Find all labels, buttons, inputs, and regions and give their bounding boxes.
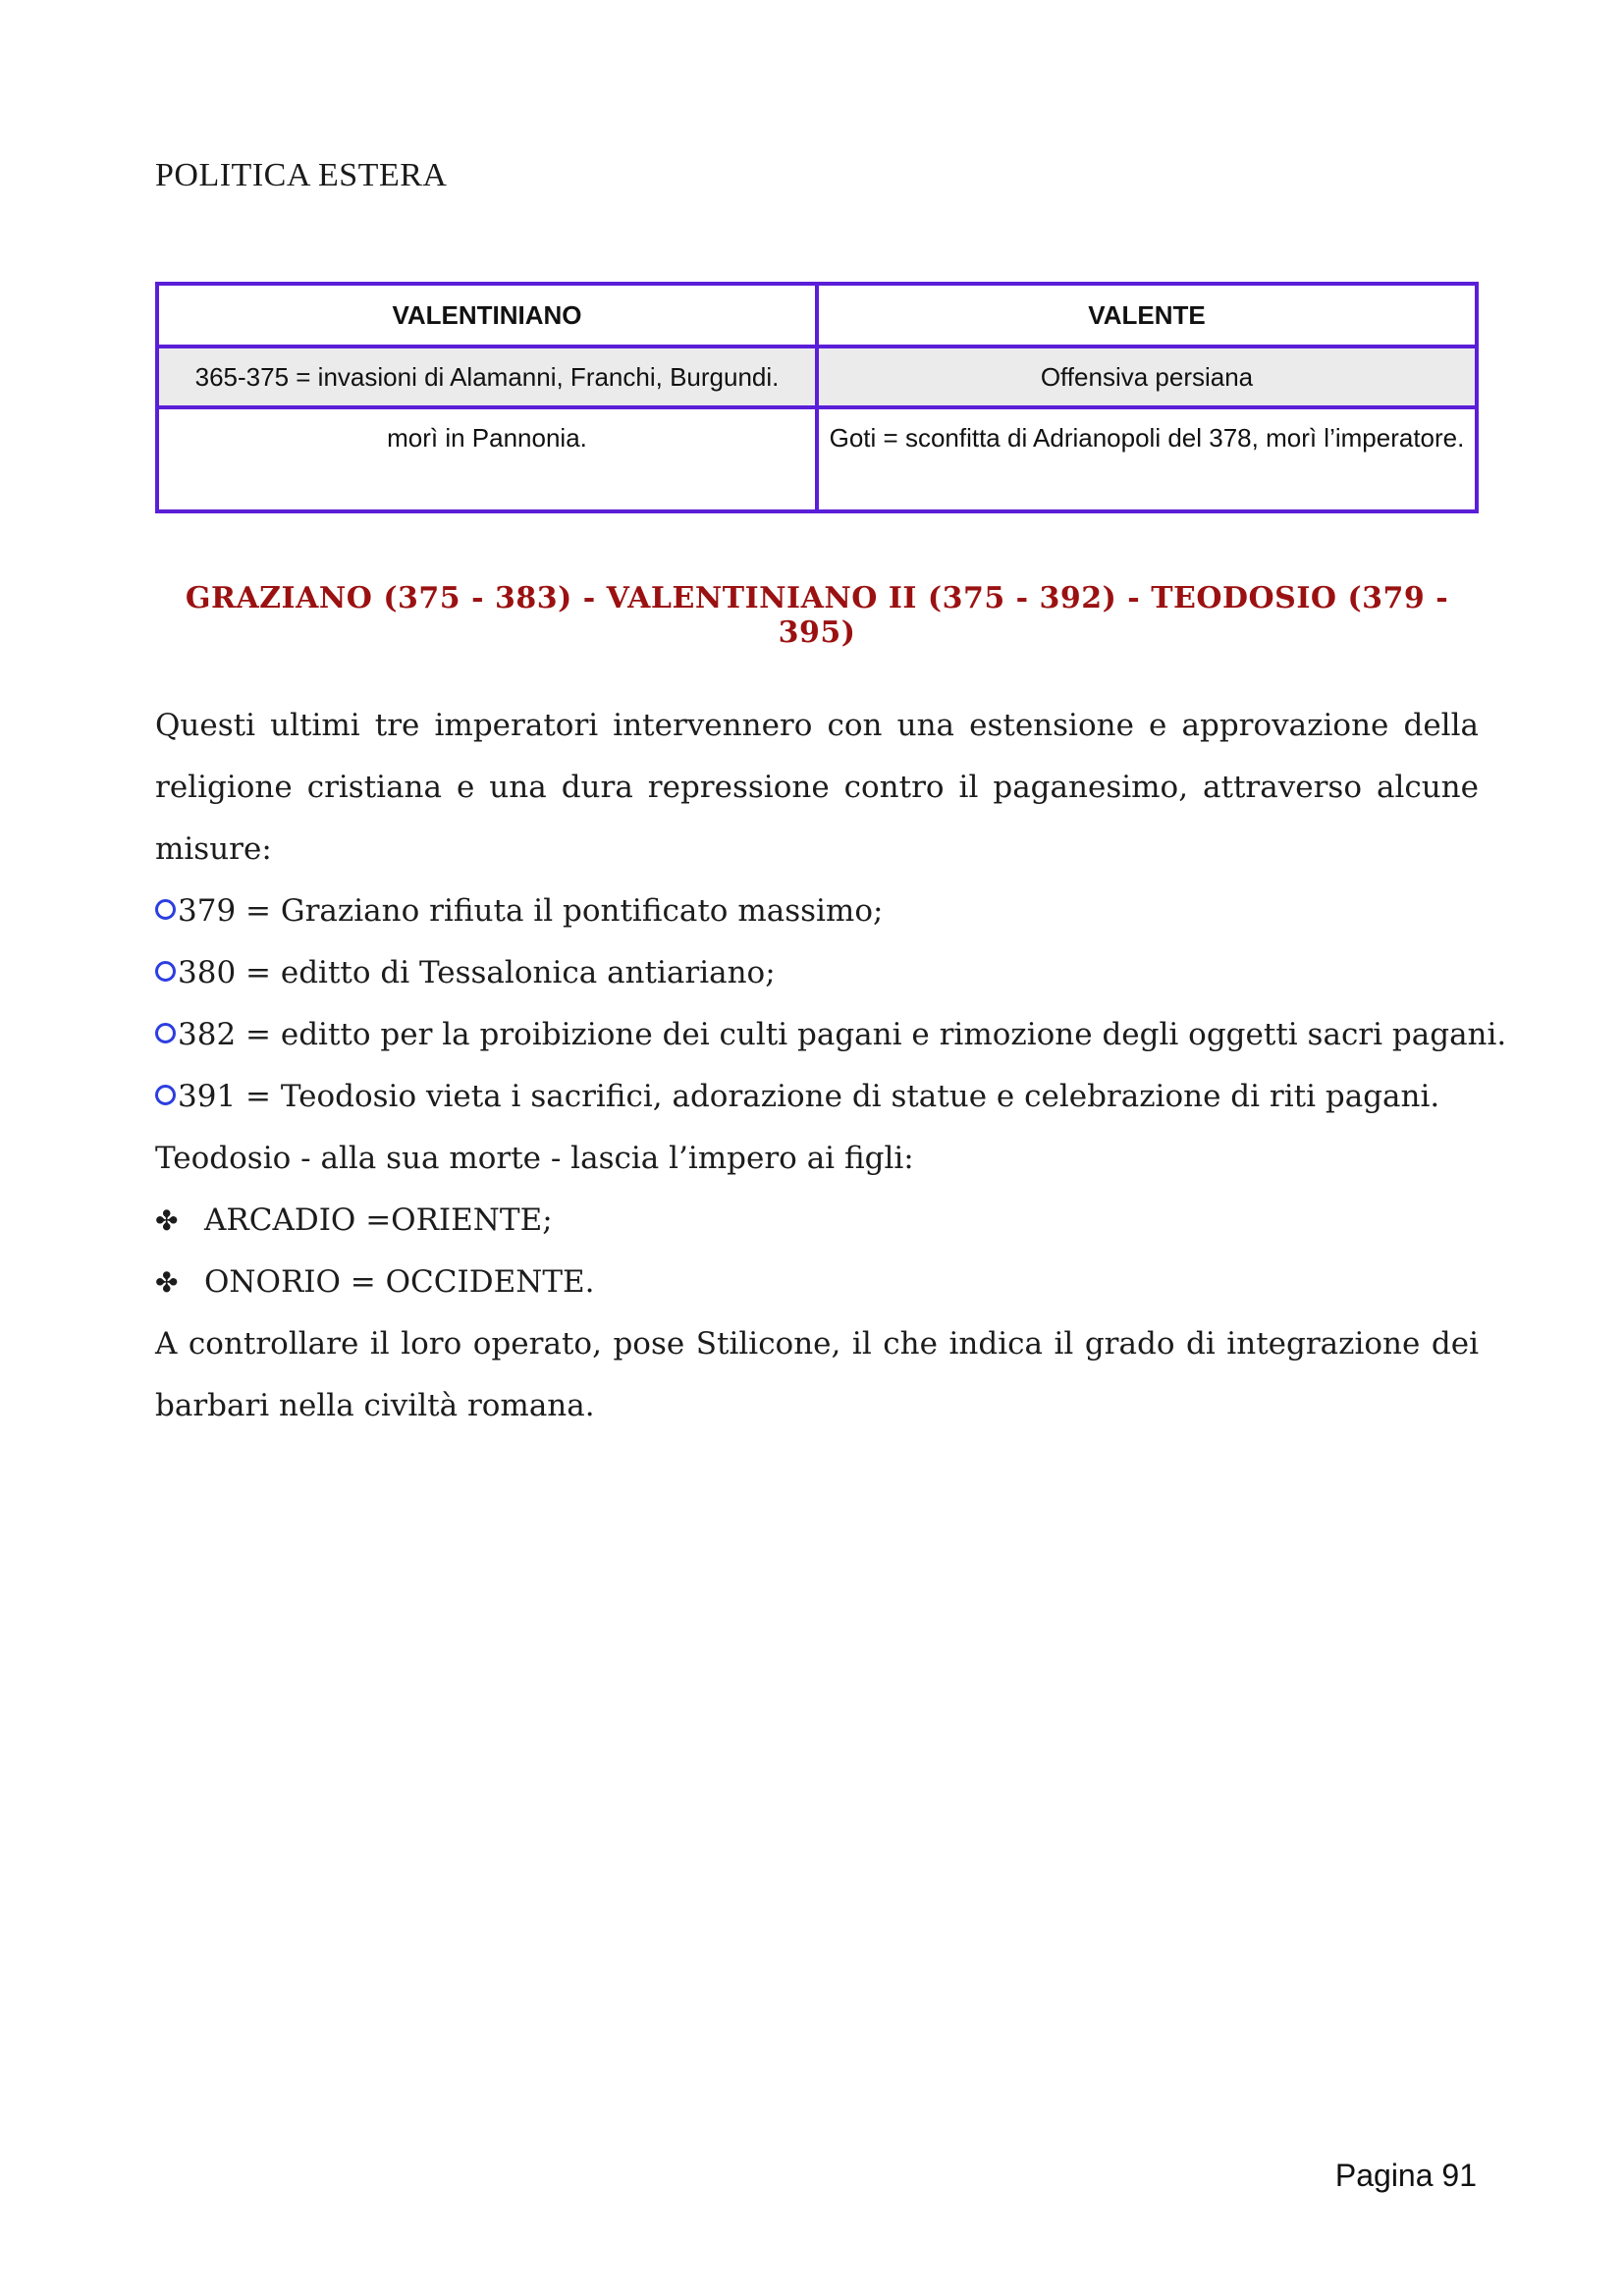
- heir-text: ONORIO = OCCIDENTE.: [204, 1264, 595, 1300]
- circle-bullet-icon: [155, 899, 176, 920]
- list-item: [155, 1252, 1479, 1313]
- list-item: [155, 1190, 1479, 1252]
- list-item: [155, 1004, 1507, 1066]
- page-number: Pagina 91: [1334, 2158, 1477, 2193]
- club-bullet-icon: ✤: [155, 1266, 179, 1299]
- list-item: [155, 942, 1479, 1004]
- table-row: [157, 347, 1477, 407]
- table-header-valentiniano: VALENTINIANO: [157, 284, 817, 347]
- intro-paragraph: Questi ultimi tre imperatori intervennero con una estensione e approvazione della religione cristiana e una dura repressione contro il paganesimo, attraverso alcune misure:: [155, 708, 1479, 867]
- heir-text: ARCADIO =ORIENTE;: [204, 1202, 553, 1238]
- table-cell: 365-375 = invasioni di Alamanni, Franchi, Burgundi.: [157, 347, 817, 407]
- table-header-valente: VALENTE: [817, 284, 1477, 347]
- circle-bullet-icon: [155, 1085, 176, 1105]
- closing-paragraph: A controllare il loro operato, pose Stilicone, il che indica il grado di integrazione dei barbari nella civiltà romana.: [155, 1326, 1479, 1423]
- table-cell: Offensiva persiana: [817, 347, 1477, 407]
- table-cell: morì in Pannonia.: [157, 407, 817, 511]
- list-item: [155, 1066, 1479, 1128]
- table-row: [157, 407, 1477, 511]
- table-cell: Goti = sconfitta di Adrianopoli del 378, morì l’imperatore.: [817, 407, 1477, 511]
- emperors-heading: GRAZIANO (375 - 383) - VALENTINIANO II (375 - 392) - TEODOSIO (379 - 395): [185, 581, 1449, 650]
- measure-text: 380 = editto di Tessalonica antiariano;: [178, 955, 776, 990]
- succession-line: Teodosio - alla sua morte - lascia l’impero ai figli:: [155, 1141, 914, 1176]
- club-bullet-icon: ✤: [155, 1204, 179, 1237]
- circle-bullet-icon: [155, 961, 176, 982]
- section-title: POLITICA ESTERA: [155, 157, 448, 193]
- measure-text: 391 = Teodosio vieta i sacrifici, adorazione di statue e celebrazione di riti pagani.: [178, 1079, 1440, 1114]
- body-text: [155, 695, 1507, 1437]
- comparison-table: [155, 282, 1479, 513]
- measure-text: 382 = editto per la proibizione dei culti pagani e rimozione degli oggetti sacri pagani.: [178, 1017, 1507, 1052]
- circle-bullet-icon: [155, 1023, 176, 1043]
- measure-text: 379 = Graziano rifiuta il pontificato massimo;: [178, 893, 884, 929]
- list-item: [155, 881, 1479, 942]
- table-header-row: [157, 284, 1477, 347]
